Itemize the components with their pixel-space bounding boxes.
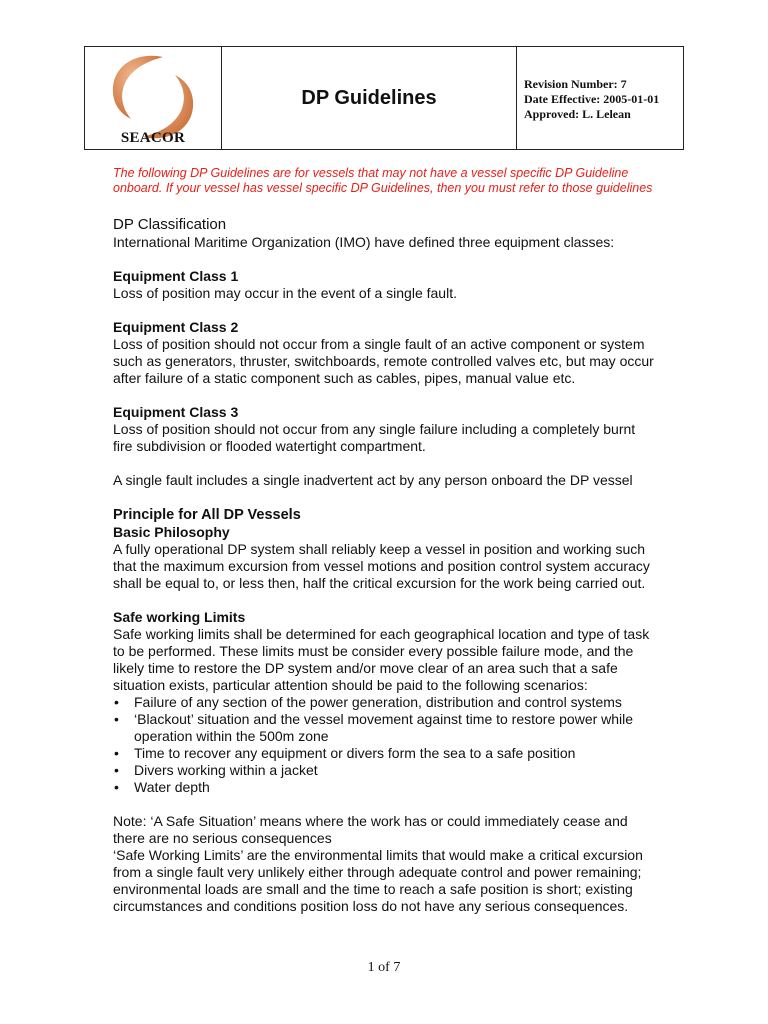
classification-text: International Maritime Organization (IMO) have defined three equipment classes: — [113, 234, 615, 250]
page-number: 1 of 7 — [367, 960, 401, 975]
document-title: DP Guidelines — [222, 47, 517, 149]
date-effective: Date Effective: 2005-01-01 — [524, 92, 660, 106]
document-body — [113, 166, 658, 915]
class2-heading: Equipment Class 2 — [113, 319, 239, 335]
revision-info — [517, 47, 683, 149]
section-heading-classification: DP Classification — [113, 216, 227, 233]
class1-text: Loss of position may occur in the event of a single fault. — [113, 285, 457, 301]
logo-cell — [85, 47, 222, 149]
class2-text: Loss of position should not occur from a single fault of an active component or system such as generators, thruster, switchboards, remote controlled valves etc, but may occur after failure of a static component such as cables, pipes, manual value etc. — [113, 336, 654, 386]
safe-situation-note: Note: ‘A Safe Situation’ means where the work has or could immediately cease and there are no serious consequences — [113, 813, 628, 846]
philosophy-text: A fully operational DP system shall reliably keep a vessel in position and working such that the maximum excursion from vessel motions and position control system accuracy shall be equal to, or less then, half the critical excursion for the work being carried out. — [113, 541, 650, 591]
seacor-logo-icon — [105, 53, 201, 141]
logo-text: SEACOR — [120, 130, 186, 146]
list-item: • Time to recover any equipment or divers form the sea to a safe position — [113, 745, 658, 762]
class3-text: Loss of position should not occur from any single failure including a completely burnt fire subdivision or flooded watertight compartment. — [113, 421, 636, 454]
list-item: • Divers working within a jacket — [113, 762, 658, 779]
class1-heading: Equipment Class 1 — [113, 268, 239, 284]
section-heading-principle: Principle for All DP Vessels — [113, 507, 301, 523]
intro-note: The following DP Guidelines are for vessels that may not have a vessel specific DP Guideline onboard. If your vessel has vessel specific DP Guidelines, then you must refer to those guidelines — [113, 166, 653, 195]
single-fault-text: A single fault includes a single inadvertent act by any person onboard the DP vessel — [113, 472, 633, 488]
philosophy-heading: Basic Philosophy — [113, 524, 230, 540]
approved-by: Approved: L. Lelean — [524, 107, 631, 121]
limits-heading: Safe working Limits — [113, 609, 246, 625]
limits-text: Safe working limits shall be determined for each geographical location and type of task to be performed. These limits must be consider every possible failure mode, and the likely time to restore the DP system and/or move clear of an area such that a safe situation exists, particular attention should be paid to the following scenarios: — [113, 626, 650, 693]
scenario-list — [113, 694, 658, 796]
revision-number: Revision Number: 7 — [524, 77, 627, 91]
class3-heading: Equipment Class 3 — [113, 404, 239, 420]
list-item: • Water depth — [113, 779, 658, 796]
document-header — [84, 46, 684, 150]
list-item: • Failure of any section of the power generation, distribution and control systems — [113, 694, 658, 711]
safe-limits-definition: ‘Safe Working Limits’ are the environmental limits that would make a critical excursion from a single fault very unlikely either through adequate control and power remaining; environmental loads are small and the time to reach a safe position is short; existing circumstances and conditions position loss do not have any serious consequences. — [113, 847, 643, 914]
list-item: • ‘Blackout’ situation and the vessel movement against time to restore power while operation within the 500m zone — [113, 711, 658, 745]
